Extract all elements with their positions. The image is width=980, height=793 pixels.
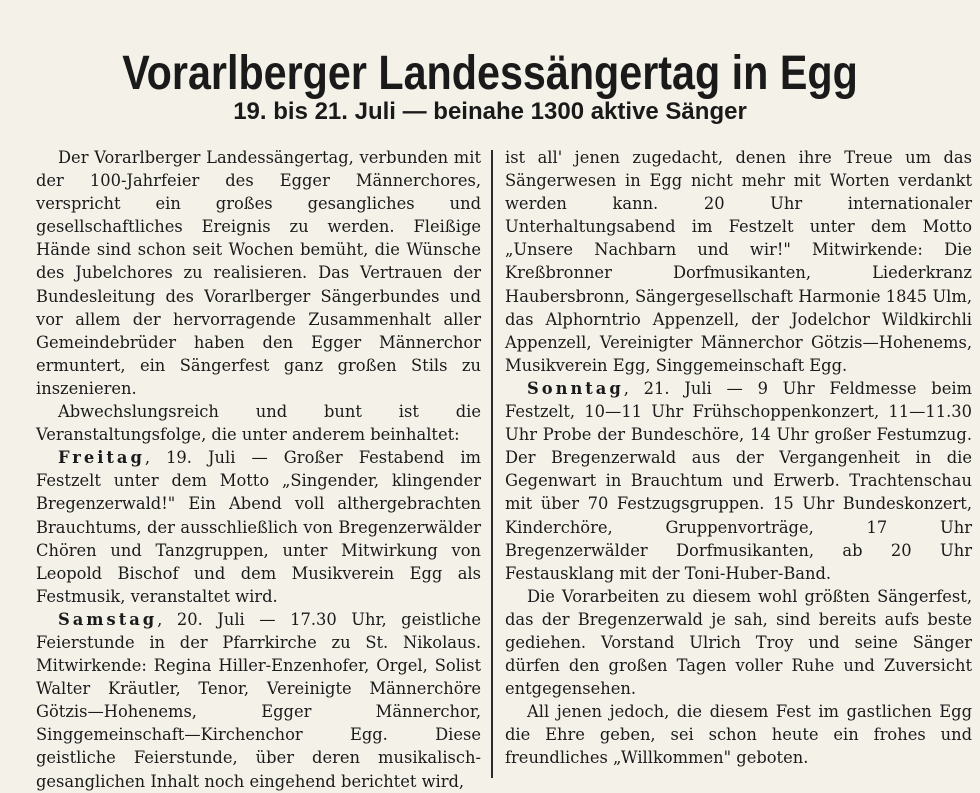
column-divider: [491, 150, 493, 778]
left-paragraph-saturday: [36, 608, 481, 793]
right-paragraph-preparations: Die Vorarbeiten zu diesem wohl größten Sängerfest, das der Bregenzerwald je sah, sind bereits aufs beste gediehen. Vorstand Ulrich Troy und seine Sänger dürfen den großen Tagen voller Ruhe und Zuversicht entgegensehen.: [505, 586, 972, 699]
day-saturday: Samstag: [58, 609, 158, 629]
left-paragraph-program: Abwechslungsreich und bunt ist die Veranstaltungsfolge, die unter anderem beinhaltet:: [36, 402, 481, 445]
sunday-text: , 21. Juli — 9 Uhr Feldmesse beim Festzelt, 10—11 Uhr Frühschoppenkonzert, 11—11.30 Uhr Probe der Bundeschöre, 14 Uhr großer Festumzug. Der Bregenzerwald aus der Vergangenheit in die Gegenwart in Brauchtum und Erwerb. Trachtenschau mit über 70 Festzugsgruppen. 15 Uhr Bundeskonzert, Kinderchöre, Gruppenvorträge, 17 Uhr Bregenzerwälder Dorfmusikanten, ab 20 Uhr Festausklang mit der Toni-Huber-Band.: [505, 378, 972, 583]
subheadline: 19. bis 21. Juli — beinahe 1300 aktive Sänger: [233, 98, 747, 125]
left-paragraph-friday: [36, 446, 481, 608]
headline: Vorarlberger Landessängertag in Egg: [122, 47, 858, 101]
left-column: [36, 146, 481, 793]
day-sunday: Sonntag: [527, 378, 624, 398]
day-friday: Freitag: [58, 448, 145, 468]
saturday-text: , 20. Juli — 17.30 Uhr, geistliche Feierstunde in der Pfarrkirche zu St. Nikolaus. Mitwirkende: Regina Hiller-Enzenhofer, Orgel, Solist Walter Kräutler, Tenor, Vereinigte Männerchöre Götzis—Hohenems, Egger Männerchor, Singgemeinschaft—Kirchenchor Egg. Diese geistliche Feierstunde, über deren musikalisch-gesanglichen Inhalt noch eingehend berichtet wird,: [36, 609, 481, 791]
right-paragraph-sunday: [505, 377, 972, 585]
left-paragraph-intro: Der Vorarlberger Landessängertag, verbunden mit der 100-Jahrfeier des Egger Männerchores, verspricht ein großes gesangliches und gesellschaftliches Ereignis zu werden. Fleißige Hände sind schon seit Wochen bemüht, die Wünsche des Jubelchores zu realisieren. Das Vertrauen der Bundesleitung des Vorarlberger Sängerbundes und vor allem der hervorragende Zusammenhalt aller Gemeindebrüder haben den Egger Männerchor ermuntert, ein Sängerfest ganz großen Stils zu inszenieren.: [36, 148, 481, 398]
right-paragraph-continuation: ist all' jenen zugedacht, denen ihre Treue um das Sängerwesen in Egg nicht mehr mit Worten verdankt werden kann. 20 Uhr internationaler Unterhaltungsabend im Festzelt unter dem Motto „Unsere Nachbarn und wir!" Mitwirkende: Die Kreßbronner Dorfmusikanten, Liederkranz Haubersbronn, Sängergesellschaft Harmonie 1845 Ulm, das Alphorntrio Appenzell, der Jodelchor Wildkirchli Appenzell, Vereinigter Männerchor Götzis—Hohenems, Musikverein Egg, Singgemeinschaft Egg.: [505, 148, 972, 375]
right-column: [505, 146, 972, 770]
right-paragraph-welcome: All jenen jedoch, die diesem Fest im gastlichen Egg die Ehre geben, sei schon heute ein frohes und freundliches „Willkommen" geboten.: [505, 702, 972, 768]
friday-text: , 19. Juli — Großer Festabend im Festzelt unter dem Motto „Singender, klingender Bregenzerwald!" Ein Abend voll althergebrachten Brauchtums, der ausschließlich von Bregenzerwälder Chören und Tanzgruppen, unter Mitwirkung von Leopold Bischof und dem Musikverein Egg als Festmusik, veranstaltet wird.: [36, 448, 481, 606]
